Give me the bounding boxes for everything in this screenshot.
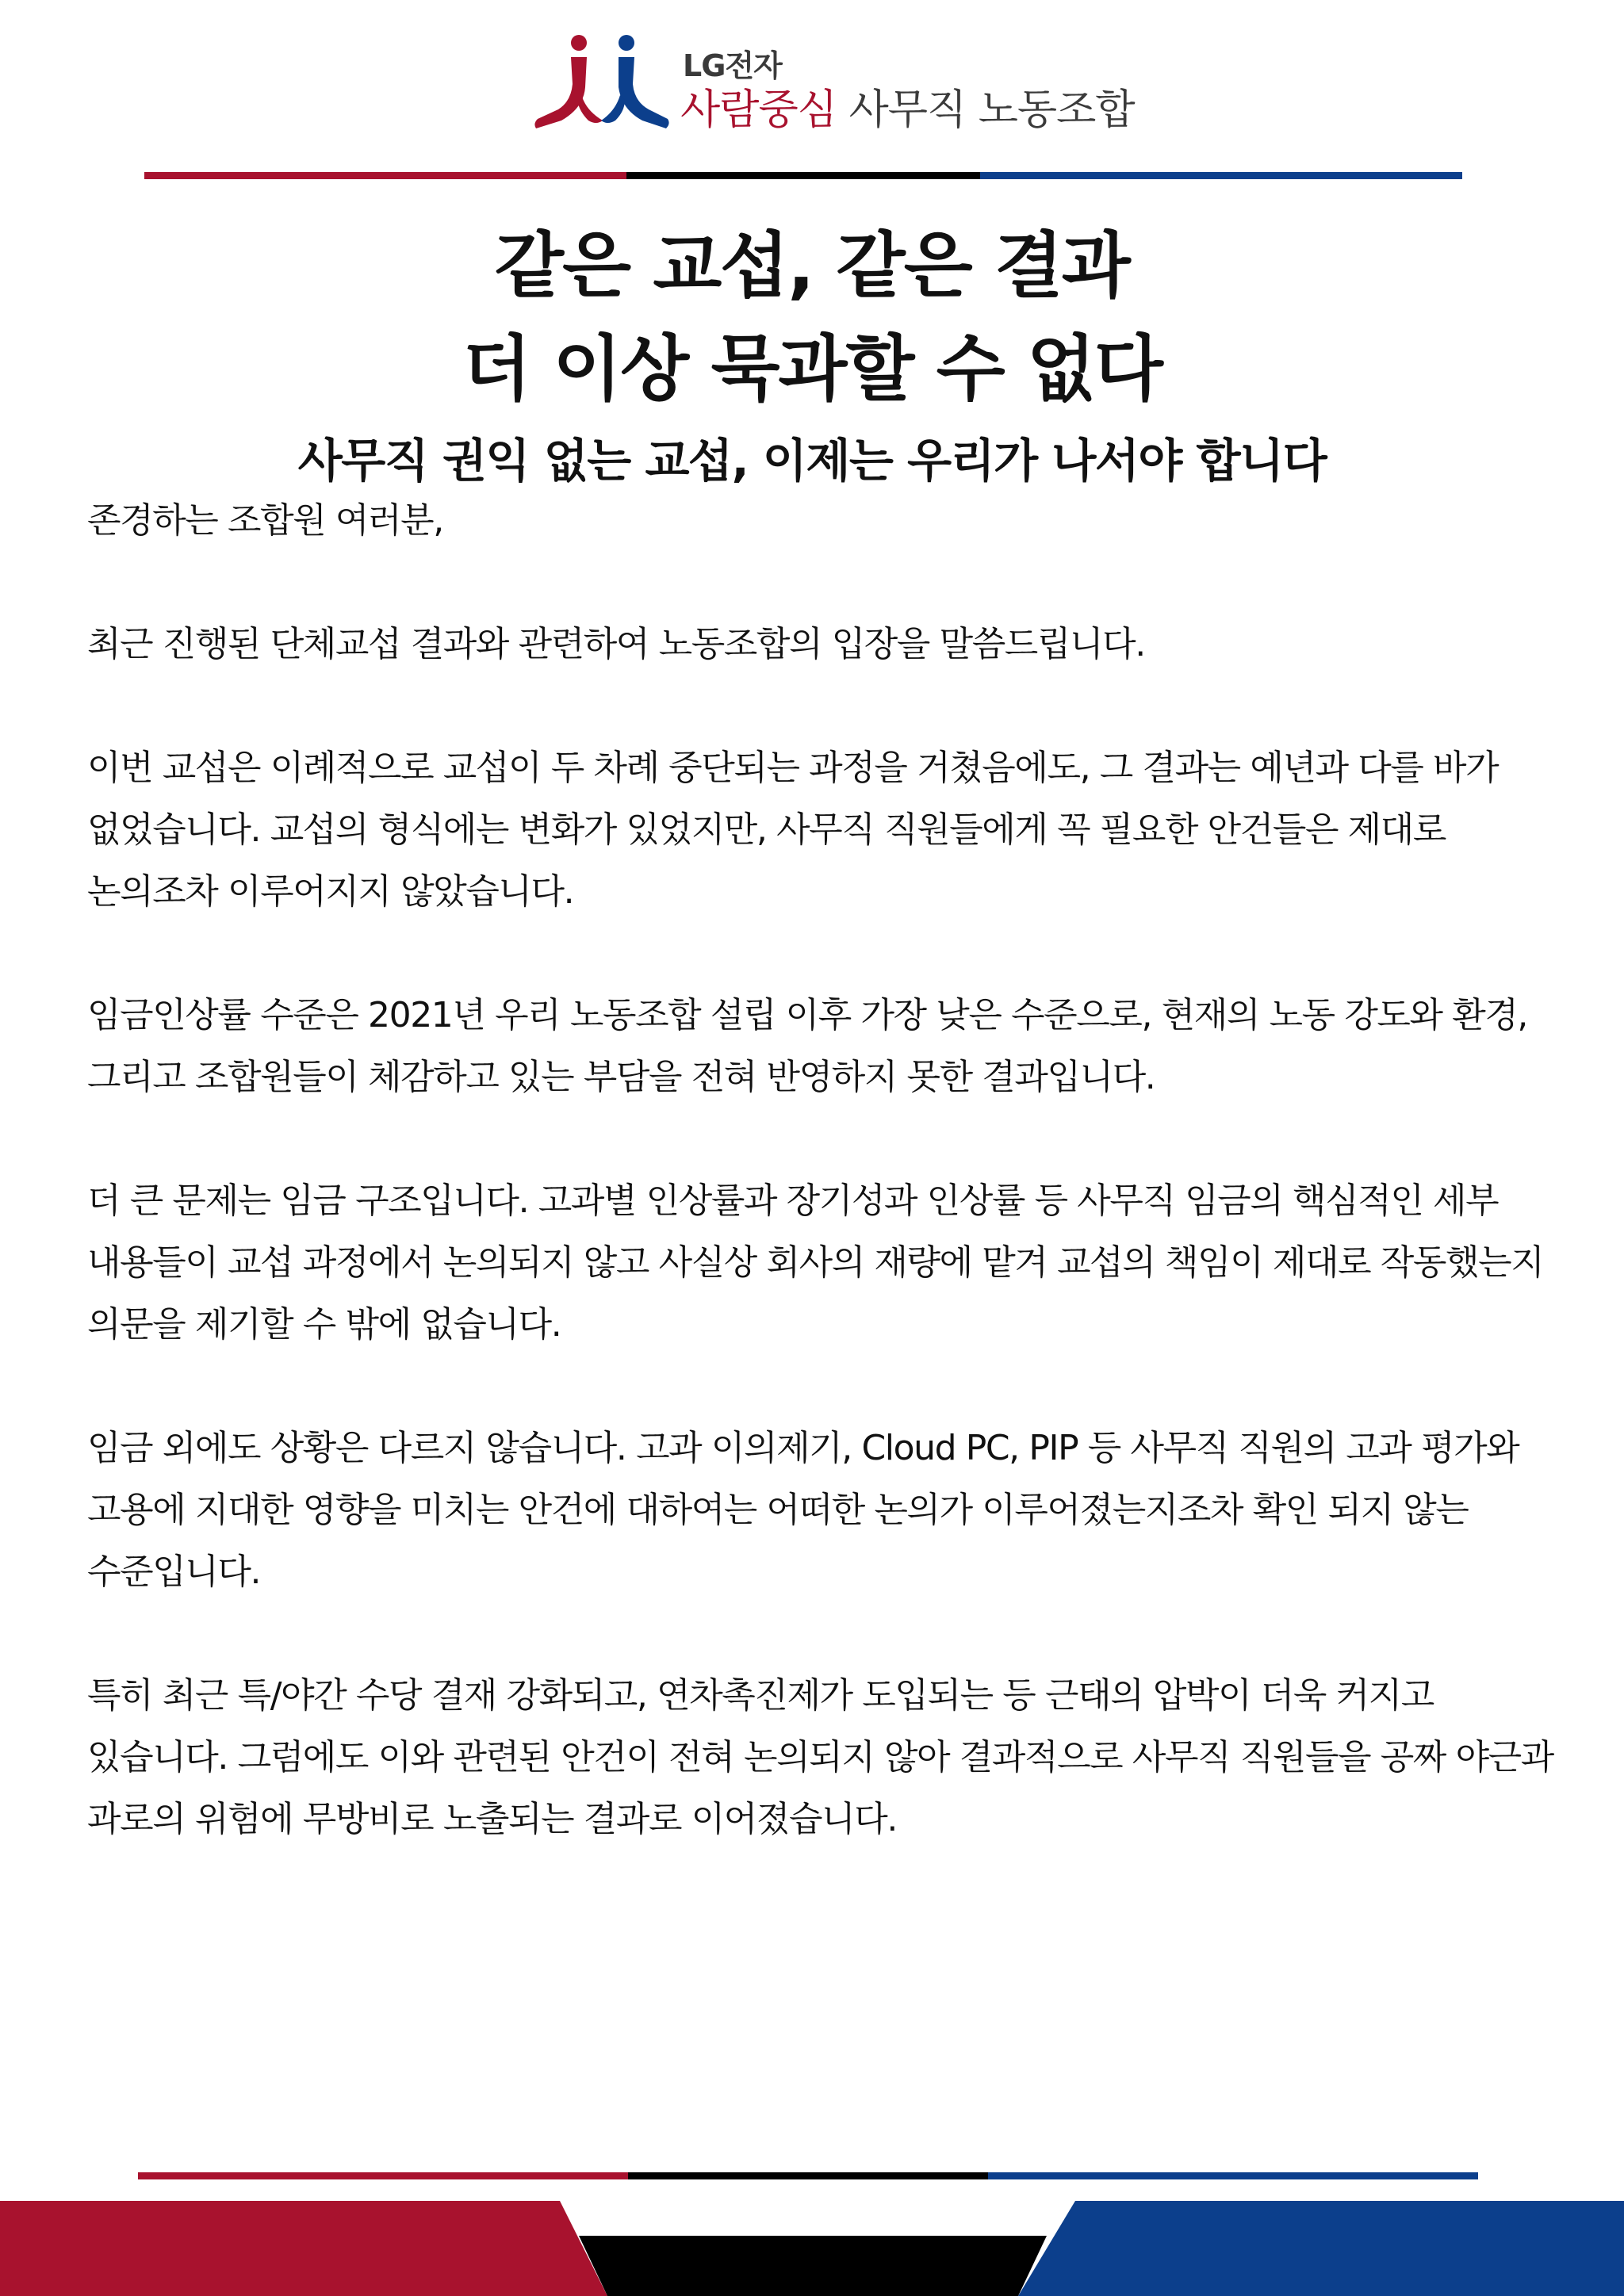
footer-red-shape <box>0 2201 607 2296</box>
divider-red-segment <box>138 2172 628 2179</box>
union-name <box>680 76 1135 136</box>
footer-blue-shape <box>1018 2201 1624 2296</box>
union-logo <box>530 32 1135 135</box>
headline-line-2: 더 이상 묵과할 수 없다 <box>462 327 1162 411</box>
company-name: LG전자 <box>683 48 782 83</box>
divider-blue-segment <box>988 2172 1478 2179</box>
letter-paragraph: 임금인상률 수준은 2021년 우리 노동조합 설립 이후 가장 낮은 수준으로, 현재의 노동 강도와 환경, 그리고 조합원들이 체감하고 있는 부담을 전혀 반영하지 못한 결과입니다. <box>87 995 1528 1097</box>
divider-red-segment <box>144 172 626 179</box>
headline-line-1: 같은 교섭, 같은 결과 <box>495 224 1129 308</box>
divider-black-segment <box>628 2172 988 2179</box>
divider-black-segment <box>626 172 980 179</box>
footer-black-shape <box>579 2236 1047 2296</box>
letter-paragraph: 더 큰 문제는 임금 구조입니다. 고과별 인상률과 장기성과 인상률 등 사무직 임금의 핵심적인 세부 내용들이 교섭 과정에서 논의되지 않고 사실상 회사의 재량에 맡겨 교섭의 책임이 제대로 작동했는지 의문을 제기할 수 밖에 없습니다. <box>87 1181 1544 1345</box>
letter-paragraph: 임금 외에도 상황은 다르지 않습니다. 고과 이의제기, Cloud PC, PIP 등 사무직 직원의 고과 평가와 고용에 지대한 영향을 미치는 안건에 대하여는 어떠한 논의가 이루어졌는지조차 확인 되지 않는 수준입니다. <box>87 1428 1519 1592</box>
union-name-accent: 사람중심 <box>680 86 837 134</box>
letter-paragraph: 특히 최근 특/야간 수당 결재 강화되고, 연차촉진제가 도입되는 등 근태의 압박이 더욱 커지고 있습니다. 그럼에도 이와 관련된 안건이 전혀 논의되지 않아 결과적으로 사무직 직원들을 공짜 야근과 과로의 위험에 무방비로 노출되는 결과로 이어졌습니다. <box>87 1675 1553 1839</box>
letter-paragraph: 이번 교섭은 이례적으로 교섭이 두 차례 중단되는 과정을 거쳤음에도, 그 결과는 예년과 다를 바가 없었습니다. 교섭의 형식에는 변화가 있었지만, 사무직 직원들에게 꼭 필요한 안건들은 제대로 논의조차 이루어지지 않았습니다. <box>87 748 1499 912</box>
top-divider <box>144 172 1462 179</box>
divider-blue-segment <box>980 172 1462 179</box>
headline-subtitle: 사무직 권익 없는 교섭, 이제는 우리가 나서야 합니다 <box>297 434 1327 488</box>
union-emblem-icon <box>530 32 672 135</box>
bottom-divider <box>138 2172 1478 2179</box>
letter-salutation: 존경하는 조합원 여러분, <box>87 500 443 541</box>
footer-band <box>0 2201 1624 2296</box>
letter-paragraph: 최근 진행된 단체교섭 결과와 관련하여 노동조합의 입장을 말씀드립니다. <box>87 624 1145 664</box>
letter-body <box>87 490 1578 1912</box>
union-name-rest: 사무직 노동조합 <box>836 86 1135 134</box>
